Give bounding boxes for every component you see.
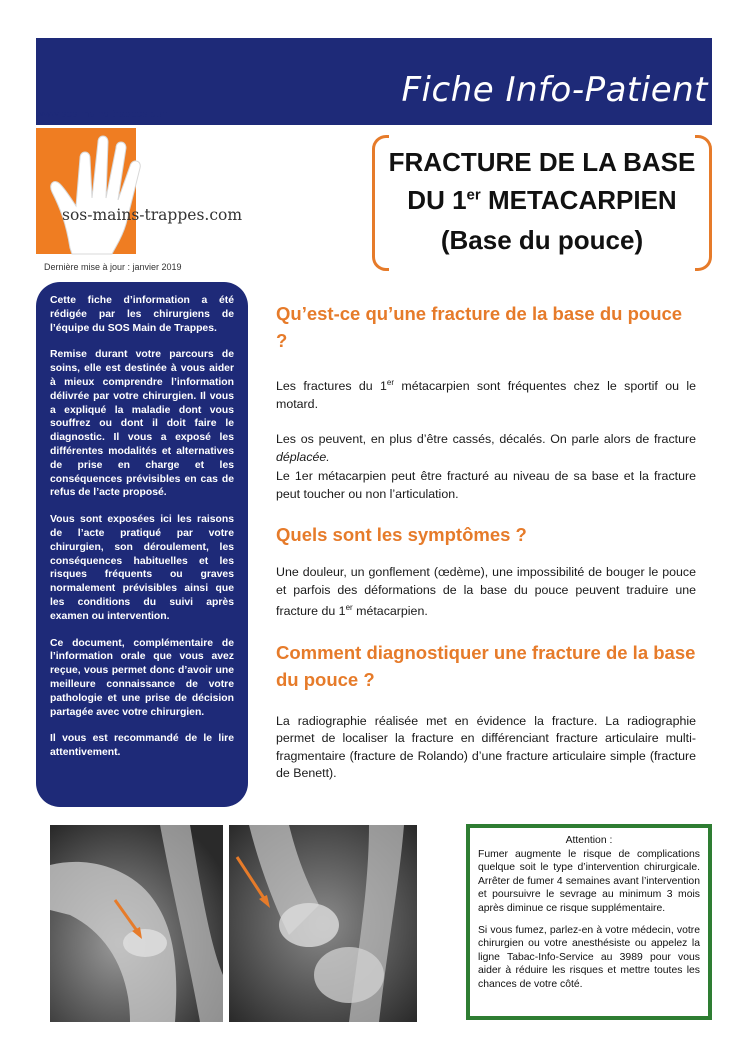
website-link[interactable]: www.sos-mains-trappes.com [36, 108, 171, 120]
sidebar-paragraph: Il vous est recommandé de le lire attentivement. [50, 733, 234, 759]
title-line-3: (Base du pouce) [440, 225, 644, 255]
section-heading: Quels sont les symptômes ? [276, 524, 527, 546]
sidebar-paragraph: Ce document, complémentaire de l’information orale que vous avez reçue, vous permet donc d’avoir une meilleure connaissance de votre pathologie et une prise de décision partagée avec votre chirurgien. [50, 637, 234, 718]
section-heading: Comment diagnostiquer une fracture de la base du pouce ? [276, 641, 696, 690]
hand-logo [36, 128, 236, 256]
sidebar-paragraph: Vous sont exposées ici les raisons de l’acte pratiqué par votre chirurgien, son déroulement, les conséquences habituelles et les risques fréquents ou graves normalement prévisibles ainsi que les conditions du suivi après examen ou intervention. [50, 514, 234, 622]
section-heading: Qu’est-ce qu’une fracture de la base du pouce ? [276, 303, 683, 351]
title-line-1: FRACTURE DE LA BASE [388, 147, 696, 177]
main-content [276, 300, 696, 783]
title-line-2: DU 1er METACARPIEN [407, 185, 677, 215]
info-sidebar [36, 282, 248, 807]
paragraph: Le 1er métacarpien peut être fracturé au niveau de sa base et la fracture peut toucher ou non l’articulation. [276, 469, 696, 501]
paragraph: Les fractures du 1er métacarpien sont fréquentes chez le sportif ou le motard. [276, 378, 697, 411]
smoking-warning-box [466, 824, 712, 1020]
logo-text: sos-mains-trappes.com [62, 206, 243, 224]
last-update: Dernière mise à jour : janvier 2019 [44, 262, 182, 272]
warning-title: Attention : [565, 835, 613, 846]
document-title-box [372, 135, 712, 271]
paragraph: La radiographie réalisée met en évidence la fracture. La radiographie permet de localiser la fracture en différenciant fracture articulaire multi-fragmentaire (fracture de Rolando) d’une fracture articulaire simple (fracture de Benett). [276, 713, 696, 781]
warning-paragraph: Fumer augmente le risque de complications quelque soit le type d’intervention chirurgicale. Arrêter de fumer 4 semaines avant l’intervention et poursuivre le sevrage au minimum 3 mois après diminue ce risque supplémentaire. [478, 848, 700, 914]
xray-image-2 [229, 825, 417, 1022]
warning-paragraph: Si vous fumez, parlez-en à votre médecin, votre chirurgien ou votre anesthésiste ou appelez la ligne Tabac-Info-Service au 3989 pour vous aider à réduire les risques et mettre toutes les chances de votre côté. [478, 924, 700, 990]
sidebar-paragraph: Cette fiche d’information a été rédigée par les chirurgiens de l’équipe du SOS Main de Trappes. [50, 295, 234, 334]
page-title: Fiche Info-Patient [401, 70, 708, 110]
sidebar-paragraph: Remise durant votre parcours de soins, elle est destinée à vous aider à mieux comprendre l’information délivrée par votre chirurgien. Il vous a expliqué la maladie dont vous souffrez ou dont il doit faire le diagnostic. Il vous a exposé les différentes modalités et alternatives de prise en charge et les conséquences prévisibles en cas de refus de l’acte proposé. [50, 349, 234, 499]
xray-image-1 [50, 825, 223, 1022]
paragraph: Une douleur, un gonflement (œdème), une impossibilité de bouger le pouce et parfois des déformations de la base du pouce peuvent traduire une fracture du 1er métacarpien. [276, 565, 696, 619]
paragraph: Les os peuvent, en plus d’être cassés, décalés. On parle alors de fracture déplacée. [276, 432, 696, 464]
